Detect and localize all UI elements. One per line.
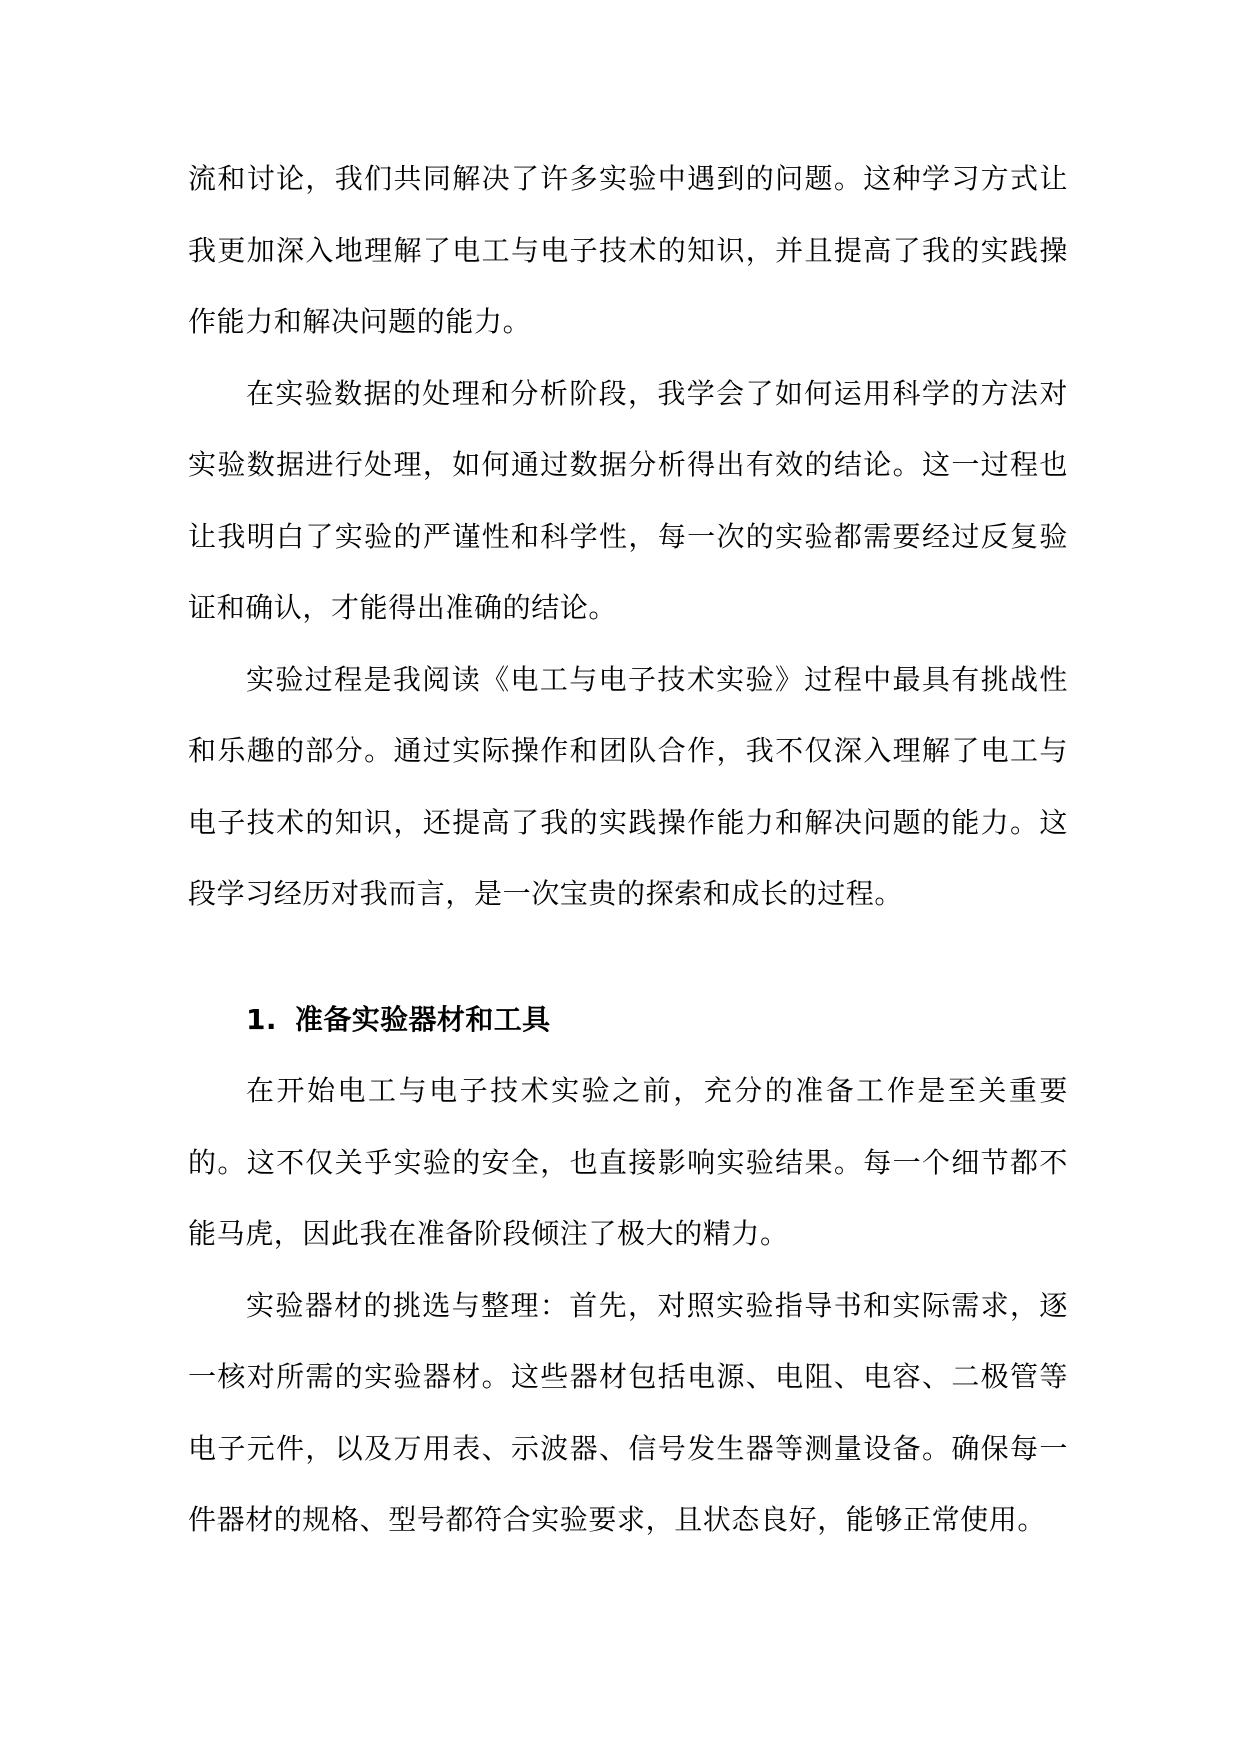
section-number: 1. [246, 1002, 277, 1036]
section-title: 准备实验器材和工具 [294, 1002, 551, 1036]
section-heading [188, 984, 1068, 1056]
section-spacer [188, 930, 1068, 984]
paragraph-continuation: 流和讨论，我们共同解决了许多实验中遇到的问题。这种学习方式让我更加深入地理解了电工与电子技术的知识，并且提高了我的实践操作能力和解决问题的能力。 [188, 162, 1068, 338]
paragraph-experiment-summary: 实验过程是我阅读《电工与电子技术实验》过程中最具有挑战性和乐趣的部分。通过实际操作和团队合作，我不仅深入理解了电工与电子技术的知识，还提高了我的实践操作能力和解决问题的能力。这段学习经历对我而言，是一次宝贵的探索和成长的过程。 [188, 662, 1068, 910]
document-body [188, 143, 1068, 1556]
paragraph-data-analysis: 在实验数据的处理和分析阶段，我学会了如何运用科学的方法对实验数据进行处理，如何通过数据分析得出有效的结论。这一过程也让我明白了实验的严谨性和科学性，每一次的实验都需要经过反复验证和确认，才能得出准确的结论。 [188, 376, 1068, 624]
paragraph-equipment-selection: 实验器材的挑选与整理：首先，对照实验指导书和实际需求，逐一核对所需的实验器材。这些器材包括电源、电阻、电容、二极管等电子元件，以及万用表、示波器、信号发生器等测量设备。确保每一件器材的规格、型号都符合实验要求，且状态良好，能够正常使用。 [188, 1288, 1068, 1536]
paragraph-preparation: 在开始电工与电子技术实验之前，充分的准备工作是至关重要的。这不仅关乎实验的安全，也直接影响实验结果。每一个细节都不能马虎，因此我在准备阶段倾注了极大的精力。 [188, 1074, 1068, 1250]
